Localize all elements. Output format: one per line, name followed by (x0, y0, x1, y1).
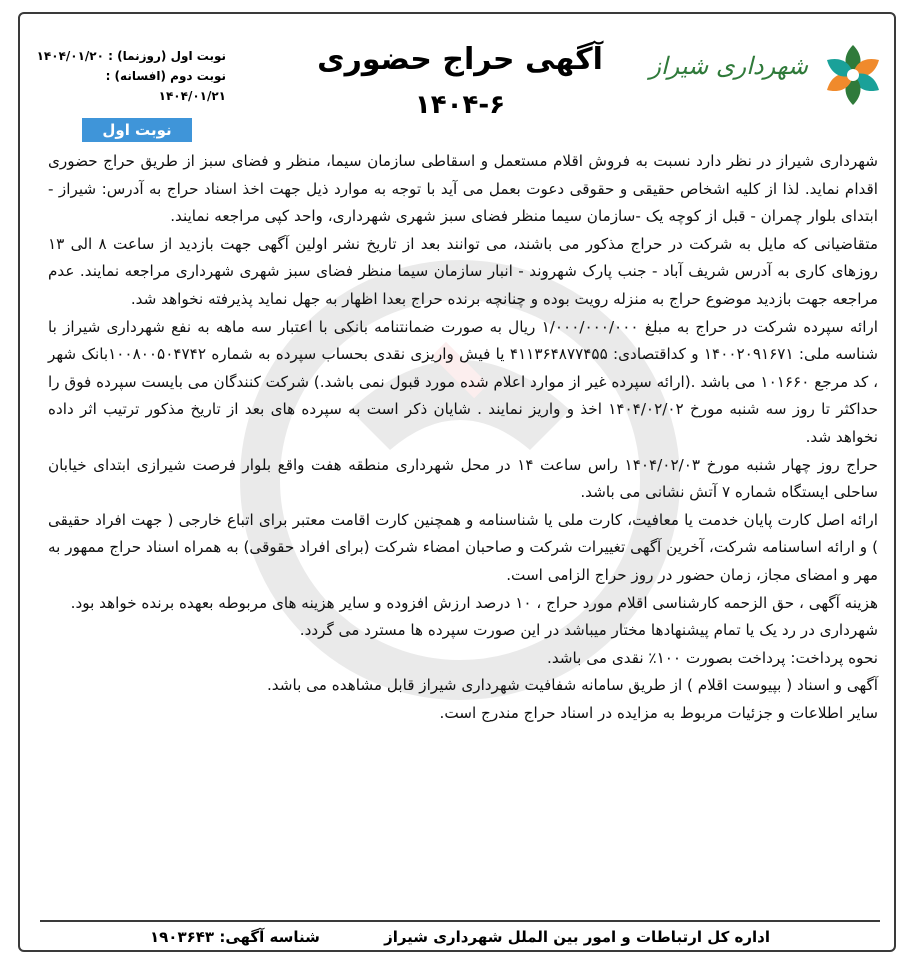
logo-text: شهرداری شیراز (649, 52, 808, 80)
paragraph-transparency: آگهی و اسناد ( بپیوست اقلام ) از طریق سامانه شفافیت شهرداری شیراز قابل مشاهده می باشد. (266, 676, 878, 695)
ad-number: ۱۴۰۴-۶ (414, 90, 506, 120)
date-first: نوبت اول (روزنما) : ۱۴۰۴/۰۱/۲۰ (36, 49, 226, 63)
paragraph-required-docs: ارائه اصل کارت پایان خدمت یا معافیت، کارت ملی یا شناسنامه و همچنین کارت اقامت معتبر برای اتباع خارجی ( جهت افراد حقیقی ) و ارائه اساسنامه شرکت، آخرین آگهی تغییرات شرکت و صاحبان امضاء شرکت (برای افراد حقوقی) به همراه اسناد حراج ممهور به مهر و امضای مجاز، زمان حضور در روز حراج الزامی است. (48, 510, 878, 584)
paragraph-visit: متقاضیانی که مایل به شرکت در حراج مذکور می باشند، می توانند بعد از تاریخ نشر اولین آگهی جهت بازدید از ساعت ۸ الی ۱۳ روزهای کاری به آدرس شریف آباد - جنب پارک شهروند - انبار سازمان سیما منظر فضای سبز شهری شهرداری مراجعه نمایند. عدم مراجعه جهت بازدید موضوع حراج به منزله رویت بوده و چنانچه برنده حراج بعدا اظهار به جهل نماید پذیرفته نخواهد شد. (48, 234, 878, 308)
round-badge: نوبت اول (82, 118, 192, 142)
ad-title: آگهی حراج حضوری (317, 42, 603, 77)
paragraph-payment: نحوه پرداخت: پرداخت بصورت ۱۰۰٪ نقدی می باشد. (547, 648, 878, 667)
footer-divider (40, 920, 880, 922)
footer-office: اداره کل ارتباطات و امور بین الملل شهرداری شیراز (384, 928, 770, 946)
shiraz-municipality-logo-icon (818, 40, 888, 110)
paragraph-auction-time: حراج روز چهار شنبه مورخ ۱۴۰۴/۰۲/۰۳ راس ساعت ۱۴ در محل شهرداری منطقه هفت واقع بلوار فرصت شیرازی ابتدای خیابان ساحلی ایستگاه شماره ۷ آتش نشانی می باشد. (48, 455, 879, 502)
footer-ad-id: شناسه آگهی: ۱۹۰۳۶۴۳ (150, 928, 320, 946)
publication-dates (36, 46, 226, 106)
paragraph-details: سایر اطلاعات و جزئیات مربوط به مزایده در اسناد حراج مندرج است. (439, 703, 878, 722)
paragraph-costs: هزینه آگهی ، حق الزحمه کارشناسی اقلام مورد حراج ، ۱۰ درصد ارزش افزوده و سایر هزینه های مربوطه بعهده برنده خواهد بود. (70, 593, 878, 612)
paragraph-rejection: شهرداری در رد یک یا تمام پیشنهادها مختار میباشد در این صورت سپرده ها مسترد می گردد. (299, 621, 878, 640)
paragraph-documents: شهرداری شیراز در نظر دارد نسبت به فروش اقلام مستعمل و اسقاطی سازمان سیما، منظر و فضای سبز از طریق حراج حضوری اقدام نماید. لذا از کلیه اشخاص حقیقی و حقوقی دعوت بعمل می آید با توجه به موارد ذیل جهت اخذ اسناد حراج به آدرس: شیراز - ابتدای بلوار چمران - قبل از کوچه یک -سازمان سیما منظر فضای سبز شهری شهرداری، واحد کپی مراجعه نمایند. (48, 152, 878, 226)
paragraph-deposit: ارائه سپرده شرکت در حراج به مبلغ ۱/۰۰۰/۰۰۰/۰۰۰ ریال به صورت ضمانتنامه بانکی با اعتبار سه ماهه به نفع شهرداری شیراز با شناسه ملی: ۱۴۰۰۲۰۹۱۶۷۱ و کداقتصادی: ۴۱۱۳۶۴۸۷۷۴۵۵ یا فیش واریزی نقدی بحساب سپرده به شماره ۱۰۰۸۰۰۵۰۴۷۴۲بانک شهر ، کد مرجع ۱۰۱۶۶۰ می باشد .(ارائه سپرده غیر از موارد اعلام شده مورد قبول نمی باشد.) شرکت کنندگان می بایست سپرده فوق را حداکثر تا روز سه شنبه مورخ ۱۴۰۴/۰۲/۰۲ اخذ و واریز نمایند . شایان ذکر است به سپرده های بعد از تاریخ مذکور ترتیب اثر داده نخواهد شد. (48, 317, 879, 446)
date-second: نوبت دوم (افسانه) : ۱۴۰۴/۰۱/۲۱ (105, 69, 226, 103)
ad-body (48, 148, 878, 727)
